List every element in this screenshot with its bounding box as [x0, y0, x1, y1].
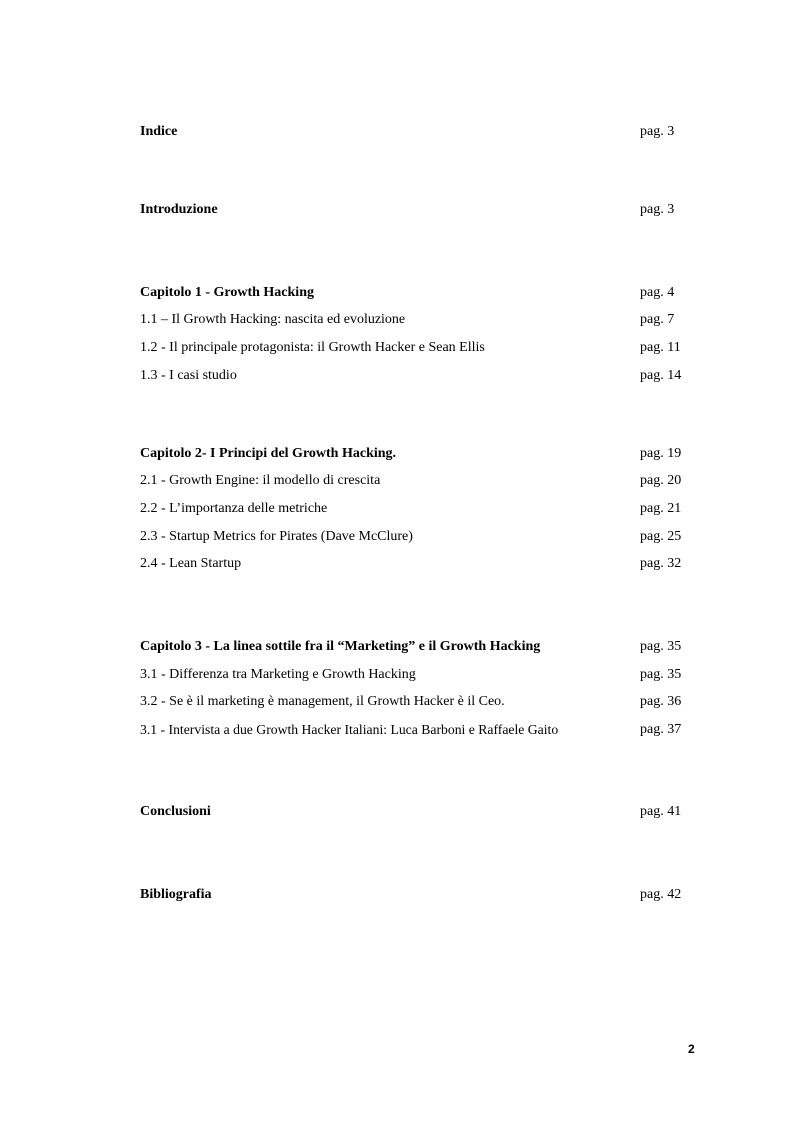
toc-entry-bibliografia: [140, 885, 700, 905]
toc-entry-title: Conclusioni: [140, 804, 211, 819]
toc-section-1-2: [140, 338, 700, 358]
toc-section-page: pag. 20: [640, 473, 682, 488]
toc-section-2-2: [140, 499, 700, 519]
toc-section-2-1: [140, 471, 700, 491]
toc-section-3-3: [140, 720, 700, 740]
toc-entry-indice: [140, 122, 700, 142]
toc-chapter-page: pag. 35: [640, 639, 682, 654]
toc-section-title: 2.4 - Lean Startup: [140, 556, 242, 571]
toc-section-page: pag. 21: [640, 501, 682, 516]
toc-chapter-page: pag. 4: [640, 285, 675, 300]
toc-entry-conclusioni: [140, 802, 700, 822]
toc-section-page: pag. 11: [640, 340, 681, 355]
toc-entry-page: pag. 3: [640, 124, 675, 139]
toc-entry-introduzione: [140, 200, 700, 220]
toc-section-title: 1.3 - I casi studio: [140, 368, 237, 383]
toc-section-page: pag. 35: [640, 667, 682, 682]
toc-entry-page: pag. 41: [640, 804, 682, 819]
toc-section-title: 1.2 - Il principale protagonista: il Growth Hacker e Sean Ellis: [140, 340, 485, 355]
toc-section-3-2: [140, 692, 700, 712]
toc-section-title: 3.1 - Differenza tra Marketing e Growth Hacking: [140, 667, 416, 682]
toc-entry-page: pag. 3: [640, 202, 675, 217]
toc-section-2-3: [140, 527, 700, 547]
toc-section-title: 2.1 - Growth Engine: il modello di crescita: [140, 473, 381, 488]
toc-section-title: 1.1 – Il Growth Hacking: nascita ed evoluzione: [140, 312, 406, 327]
toc-section-page: pag. 37: [640, 722, 682, 737]
toc-chapter-title: Capitolo 1 - Growth Hacking: [140, 285, 314, 300]
toc-chapter-3: [140, 637, 700, 657]
toc-chapter-title: Capitolo 2- I Principi del Growth Hacking.: [140, 446, 397, 461]
toc-section-page: pag. 14: [640, 368, 682, 383]
toc-section-1-1: [140, 310, 700, 330]
toc-section-title: 3.2 - Se è il marketing è management, il Growth Hacker è il Ceo.: [140, 694, 505, 709]
page-number: 2: [688, 1042, 695, 1056]
toc-entry-title: Introduzione: [140, 202, 218, 217]
toc-chapter-2: [140, 444, 700, 464]
toc-entry-page: pag. 42: [640, 887, 682, 902]
toc-section-page: pag. 25: [640, 529, 682, 544]
toc-section-1-3: [140, 366, 700, 386]
toc-section-3-1: [140, 665, 700, 685]
toc-section-title: 2.3 - Startup Metrics for Pirates (Dave McClure): [140, 529, 413, 544]
toc-section-page: pag. 32: [640, 556, 682, 571]
toc-section-2-4: [140, 554, 700, 574]
toc-chapter-page: pag. 19: [640, 446, 682, 461]
toc-chapter-title: Capitolo 3 - La linea sottile fra il “Marketing” e il Growth Hacking: [140, 639, 541, 654]
toc-section-title: 3.1 - Intervista a due Growth Hacker Italiani: Luca Barboni e Raffaele Gaito: [140, 722, 559, 737]
toc-section-title: 2.2 - L’importanza delle metriche: [140, 501, 328, 516]
toc-chapter-1: [140, 283, 700, 303]
toc-entry-title: Bibliografia: [140, 887, 212, 902]
toc-entry-title: Indice: [140, 124, 178, 139]
toc-section-page: pag. 36: [640, 694, 682, 709]
toc-section-page: pag. 7: [640, 312, 675, 327]
